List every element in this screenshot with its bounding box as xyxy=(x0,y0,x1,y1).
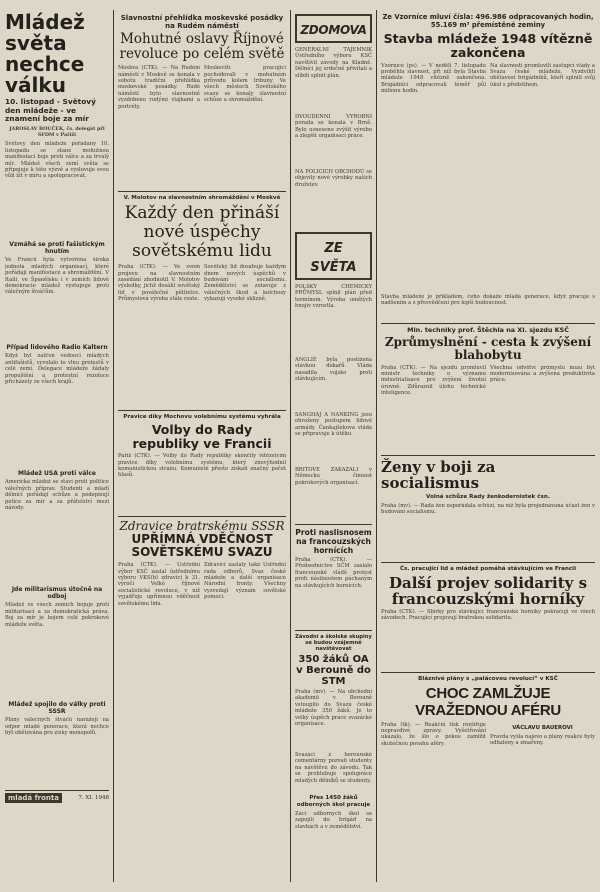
byline: VÁCLAVU BAUEROVI xyxy=(512,724,573,731)
section-head: Případ lidového Radio Kaltern xyxy=(6,344,108,352)
article-text: Praha (ČTK). — Ústřední výbor KSČ zaslal ústřednímu výboru VKS(b) zdravici k 31. výročí Velké říjnové socialistické revoluce, v níž vyjadřuje upřímnou vděčnost sovětskému lidu. xyxy=(118,562,200,607)
article-text: Praha (mv). — Rada žen uspořádala schůzi, na níž byla projednávána účast žen v budování socialismu. xyxy=(381,502,595,516)
column-left xyxy=(5,12,109,803)
article-columns xyxy=(118,65,286,188)
article-text: Praha (ČTK). — Předsednictvo SČM zaslalo francouzské vládě protest proti násilnostem páchaným na stávkujících hornících. xyxy=(295,557,372,589)
section-logo-home: ZDOMOVA xyxy=(295,14,372,43)
kicker: Pravice díky Mochovu volebnímu systému vyhrála xyxy=(123,414,281,421)
brief-text: ANGLIE byla postižena stávkou dokařů. Vláda nasadila vojsko proti stávkujícím. xyxy=(295,357,372,383)
section-text: Ve Francii byla vytvořena široká jednota mladých organisací, které pořádají manifestace a shromáždění. V Italii, ve Španělsku i v zemích lidové demokracie mládež vystupuje proti válečným štváčům. xyxy=(5,257,109,296)
headline-soviet-success: Každý den přináší nové úspěchy sovětskému lidu xyxy=(124,203,280,262)
headline-france-elections: Volby do Rady republiky ve Francii xyxy=(132,422,272,452)
headline-industrialization: Zprůmyslnění - cesta k zvýšení blahobytu xyxy=(384,334,592,362)
headline-women: Ženy v boji za socialismus xyxy=(381,457,496,492)
article-text: Žáci odborných škol se zapojili do brigád na stavbách a v zemědělství. xyxy=(295,811,372,830)
brief-text: ŠANGHAJ A NANKING jsou ohroženy postupem lidové armády. Čankajšekova vláda se připravuje k útěku. xyxy=(295,412,372,438)
headline-greeting: Zdravice bratrskému SSSR xyxy=(119,519,285,534)
section-head: Mládež USA proti válce xyxy=(18,470,96,478)
article-text: Zdravici zaslaly také Ústřední rada odborů, Svaz české mládeže a další organisace Národní fronty. Všechny vyzvedají význam sovětské pomoci. xyxy=(204,562,286,601)
article-columns xyxy=(381,365,595,452)
headline-youth-construction: Stavba mládeže 1948 vítězně zakončena xyxy=(383,30,593,60)
column-rule xyxy=(376,10,377,882)
headline-october-celebrations: Mohutné oslavy Říjnové revoluce po celém světě xyxy=(119,31,285,63)
headline-affair: CHOC ZAMLŽUJE VRAŽEDNOU AFÉRU xyxy=(415,684,561,719)
article-columns xyxy=(118,562,286,780)
issue-date: 7. XI. 1948 xyxy=(78,795,109,802)
article-text: Praha (ČTK). — Ve svém projevu na slavnostním zasedání zhodnotil V. Molotov výsledky, jichž dosáhl sovětský lid v poválečné pětiletce. Průmyslová výroba stále roste. xyxy=(118,264,200,303)
section-text: Když byl zatčen vedoucí mladých antifašistů, vyvolalo to vlnu protestů v celé zemi. Delegace mládeže žádaly propuštění a protestní rezoluce přicházely ze všech krajů. xyxy=(5,353,109,385)
kicker: Bláznivé plány s „palácovou revolucí“ v KSČ xyxy=(418,675,558,682)
subheadline: 10. listopad - Světový den mládeže - ve znamení boje za mír xyxy=(5,97,96,124)
article-text: Praha (tk). — Reakční tisk rozšiřuje nepravdivé zprávy. Vyšetřování ukázalo, že šlo o pokus zamlžit skutečnou povahu aféry. xyxy=(381,721,486,747)
article-columns xyxy=(381,722,595,825)
article-text: Svazáci z berounské cementárny pozvali studenty na návštěvu do závodu. Tak se prohlubuje spolupráce mladých dělníků se studenty. xyxy=(295,752,372,784)
article-columns xyxy=(118,264,286,407)
article-text: Stavba mládeže je příkladem, čeho dokáže mladá generace, když pracuje s nadšením a z přesvědčení pro lepší budoucnost. xyxy=(381,293,595,307)
kicker: Závodní a školské skupiny se budou vzájemně navštěvovat xyxy=(295,634,372,652)
section-head: Mládež spojilo do války proti SSSR xyxy=(8,701,106,716)
article-text: Praha (ČTK). — Sbírky pro stávkující francouzské horníky pokračují ve všech závodech. Pracující projevují bratrskou solidaritu. xyxy=(381,608,595,622)
section-text: Mládež ve všech zemích bojuje proti militarisaci a za demokratická práva. Boj za mír je bojem celé pokrokové mládeže světa. xyxy=(5,602,109,628)
column-news-briefs xyxy=(295,12,372,834)
column-center xyxy=(118,12,286,780)
headline-gratitude: UPŘÍMNÁ VDĚČNOST SOVĚTSKÉMU SVAZU xyxy=(131,532,273,560)
headline-youth-no-war: Mládež světa nechce válku xyxy=(5,10,85,97)
kicker: Volná schůze Rady ženkodernistek čsn. xyxy=(426,493,550,500)
brief-text: POLSKÝ CHEMICKÝ PRŮMYSL splnil plán před termínem. Výroba umělých hnojiv vzrostla. xyxy=(295,284,372,310)
column-rule xyxy=(113,10,114,882)
section-logo-world: ZE SVĚTA xyxy=(295,232,372,280)
article-text: Praha (ČTK). — Na sjezdu promluvil ministr techniky o významu industrialisace pro zvýšení životní úrovně. Zdůraznil úlohu technické inteligence. xyxy=(381,364,486,397)
kicker: Čs. pracující lid a mládež pomáhá stávkujícím ve Francii xyxy=(399,565,577,572)
page-footer xyxy=(5,790,109,803)
article-text: Vzorníce (ps). — V neděli 7. listopadu proběhla slavnost, při níž byla Stavba mládeže 1948 vítězně zakončena. Brigádníci odpracovali téměř půl milionu hodin. xyxy=(381,62,486,95)
kicker: Ze Vzorníce mluví čísla: 496.986 odpracovaných hodin, 55.169 m³ přemístěné zeminy xyxy=(382,13,594,29)
article-text: Všechna odvětví průmyslu musí být modernisována a zvýšena produktivita práce. xyxy=(490,364,595,384)
headline-miners: Proti naslisnosem na francouzských hornících xyxy=(295,528,372,555)
headline-beroun: 350 žáků OA v Berouně do STM xyxy=(296,654,371,687)
kicker: Min. techniky prof. Štěchla na XI. sjezdu KSČ xyxy=(407,325,569,334)
article-text: Pravda vyšla najevo a plány reakce byly odhaleny a zmařeny. xyxy=(490,733,595,747)
article-lead: Světový den mládeže pořádaný 10. listopadu se stane mohutnou manifestací boje proti válce a za trvalý mír. Mládež všech zemí světa se připojuje k této výzvě a vyslovuje svou vůli žít v míru a spolupracovat. xyxy=(5,141,109,180)
masthead-logo: mladá fronta xyxy=(5,793,62,803)
column-rule xyxy=(290,10,291,882)
headline-solidarity: Další projev solidarity s francouzskými horníky xyxy=(388,573,588,608)
section-head: Vzmáhá se proti fašistickým hnutím xyxy=(9,241,105,256)
brief-text: GENERÁLNÍ TAJEMNÍK Ústředního výboru KSČ navštívil závody na Kladně. Dělníci jej srdečně přivítali a slíbili splnit plán. xyxy=(295,47,372,79)
brief-text: NA POLICÍCH OBCHODŮ se objevily nové výrobky našich družstev. xyxy=(295,169,372,188)
section-head: Přes 1450 žáků odborných škol pracuje xyxy=(296,795,371,808)
brief-text: DVOUDENNÍ VÝROBNÍ porada se konala v Brně. Bylo usneseno zvýšit výrobu a zlepšit organisaci práce. xyxy=(295,114,372,140)
article-text: Sovětský lid dosahuje každým dnem nových úspěchů v budování socialismu. Zemědělství se zotavuje z válečných škod a kolchozy vykazují vysoké sklizně. xyxy=(204,264,286,303)
article-columns xyxy=(381,63,595,294)
brief-text: BRITOVÉ ZAKAZALI v Německu činnost pokrokových organisací. xyxy=(295,467,372,486)
kicker: Slavnostní přehlídka moskevské posádky na Rudém náměstí xyxy=(120,14,284,31)
photo-caption: V. Molotov na slavnostním shromáždění v Moskvě xyxy=(123,195,281,202)
article-text: Moskva (ČTK). — Na Rudém náměstí v Moskvě se konala v sobotu tradiční přehlídka moskevské posádky. Rudé náměstí bylo slavnostně vyzdobeno rudými vlajkami a portréty. xyxy=(118,65,200,110)
section-text: Americká mládež se staví proti politice válečných příprav. Studenti a mladí dělníci pořádají schůze a podepisují petice za mír a za přátelství mezi národy. xyxy=(5,479,109,511)
article-text: Na slavnosti promluvili zástupci vlády a Svazu české mládeže. Vyzdvihli obětavost brigádníků, kteří splnili svůj úkol s předstihem. xyxy=(490,62,595,88)
byline: JAROSLAV BOUČEK, čs. delegát při SFDM v Paříži xyxy=(9,125,105,138)
article-text: Paříž (ČTK). — Volby do Rady republiky skončily vítězstvím pravice díky volebnímu systému, který znevýhodnil komunistickou stranu. Komunisté přesto získali značný počet hlasů. xyxy=(118,453,286,479)
section-text: Plány válečných štváčů narážejí na odpor mladé generace, která nechce být obětována pro zisky monopolů. xyxy=(5,717,109,737)
section-head: Jde militarismus útočně na odboj xyxy=(11,586,103,601)
article-text: Praha (mv). — Na obchodní akademii v Berouně vstoupilo do Svazu české mládeže 350 žáků. Je to velký úspěch práce svazácké organisace. xyxy=(295,689,372,728)
column-right xyxy=(381,12,595,825)
article-text: Moskevští pracující pochodovali v mohutném průvodu kolem tribuny. Ve všech městech Sovětského svazu se konaly slavnostní schůze a shromáždění. xyxy=(204,65,286,104)
